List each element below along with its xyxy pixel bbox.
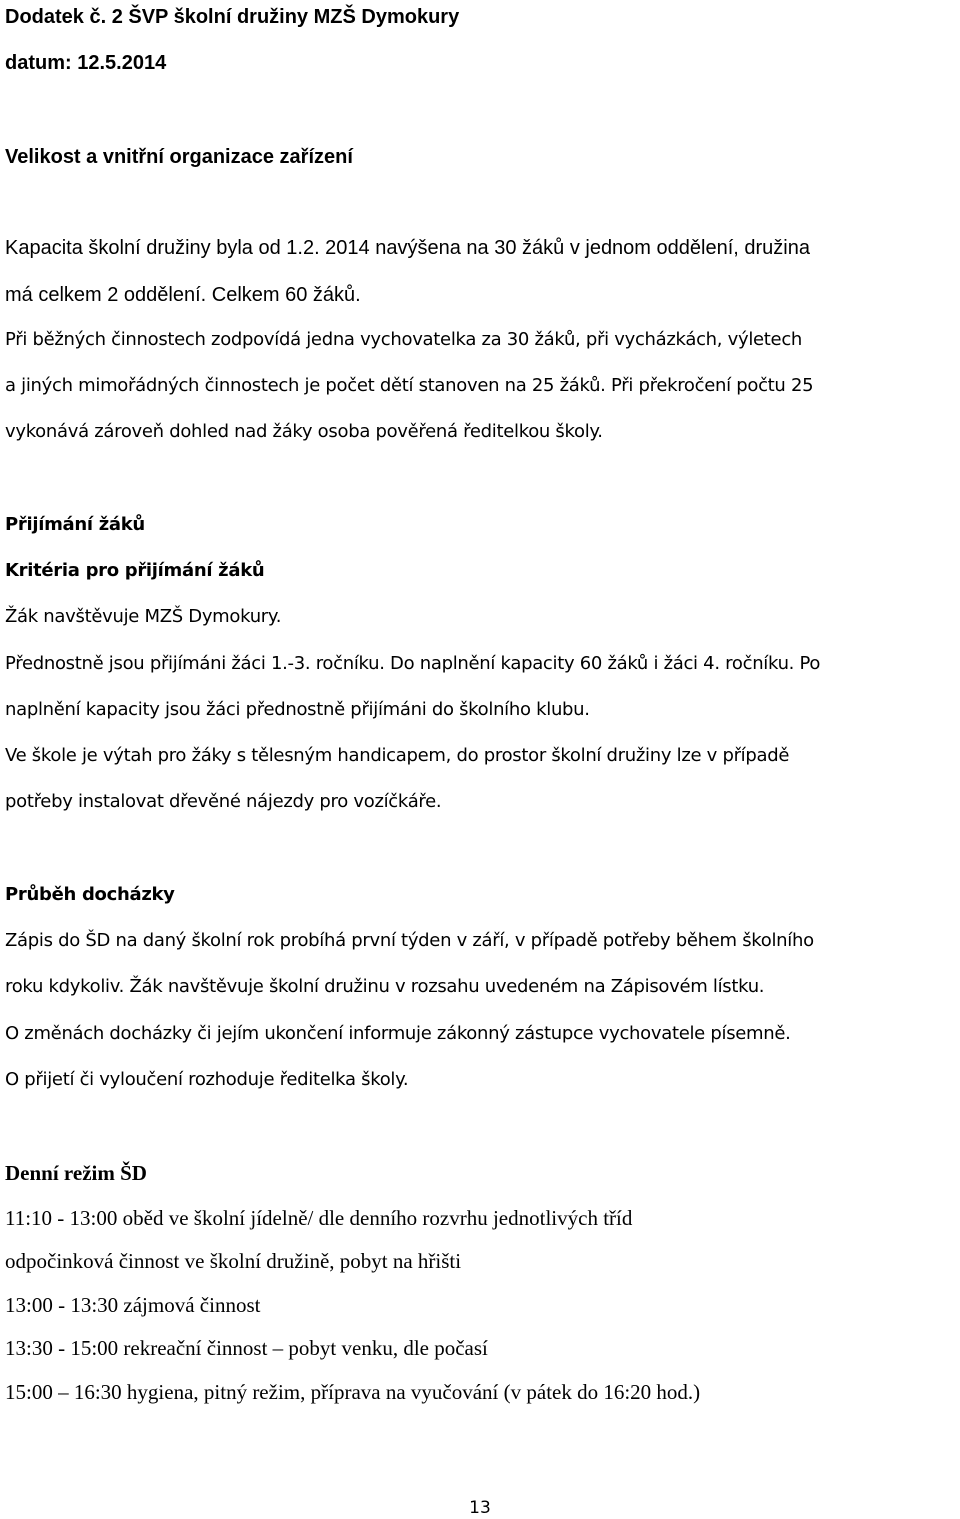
paragraph-line: potřeby instalovat dřevěné nájezdy pro vozíčkáře. [5, 791, 442, 812]
schedule-line: 11:10 - 13:00 oběd ve školní jídelně/ dle denního rozvrhu jednotlivých tříd [5, 1206, 633, 1230]
paragraph-line: Kapacita školní družiny byla od 1.2. 2014 navýšena na 30 žáků v jednom oddělení, družina [5, 237, 810, 259]
paragraph-line: Zápis do ŠD na daný školní rok probíhá první týden v září, v případě potřeby během školního [5, 930, 814, 951]
paragraph-line: má celkem 2 oddělení. Celkem 60 žáků. [5, 284, 361, 306]
document-date: datum: 12.5.2014 [5, 52, 167, 74]
schedule-line: 13:00 - 13:30 zájmová činnost [5, 1293, 261, 1317]
schedule-line: 15:00 – 16:30 hygiena, pitný režim, příprava na vyučování (v pátek do 16:20 hod.) [5, 1380, 701, 1404]
paragraph-line: vykonává zároveň dohled nad žáky osoba pověřená ředitelkou školy. [5, 421, 603, 442]
section-heading-velikost: Velikost a vnitřní organizace zařízení [5, 146, 353, 168]
paragraph-line: roku kdykoliv. Žák navštěvuje školní družinu v rozsahu uvedeném na Zápisovém lístku. [5, 976, 765, 997]
paragraph-line: Přednostně jsou přijímáni žáci 1.-3. ročníku. Do naplnění kapacity 60 žáků i žáci 4. ročníku. Po [5, 653, 821, 674]
page-number: 13 [469, 1498, 491, 1518]
section-subheading-kriteria: Kritéria pro přijímání žáků [5, 560, 265, 581]
paragraph-line: Žák navštěvuje MZŠ Dymokury. [5, 606, 282, 627]
section-heading-prijimani: Přijímání žáků [5, 514, 145, 535]
schedule-line: 13:30 - 15:00 rekreační činnost – pobyt venku, dle počasí [5, 1336, 488, 1360]
paragraph-line: Při běžných činnostech zodpovídá jedna vychovatelka za 30 žáků, při vycházkách, výletech [5, 329, 803, 350]
paragraph-line: naplnění kapacity jsou žáci přednostně přijímáni do školního klubu. [5, 699, 590, 720]
paragraph-line: Ve škole je výtah pro žáky s tělesným handicapem, do prostor školní družiny lze v případě [5, 745, 790, 766]
paragraph-line: O změnách docházky či jejím ukončení informuje zákonný zástupce vychovatele písemně. [5, 1023, 791, 1044]
paragraph-line: a jiných mimořádných činnostech je počet dětí stanoven na 25 žáků. Při překročení počtu 25 [5, 375, 814, 396]
paragraph-line: O přijetí či vyloučení rozhoduje ředitelka školy. [5, 1069, 409, 1090]
document-title: Dodatek č. 2 ŠVP školní družiny MZŠ Dymokury [5, 6, 460, 28]
section-heading-prubeh: Průběh docházky [5, 884, 175, 905]
section-heading-rezim: Denní režim ŠD [5, 1161, 147, 1185]
schedule-line: odpočinková činnost ve školní družině, pobyt na hřišti [5, 1249, 462, 1273]
